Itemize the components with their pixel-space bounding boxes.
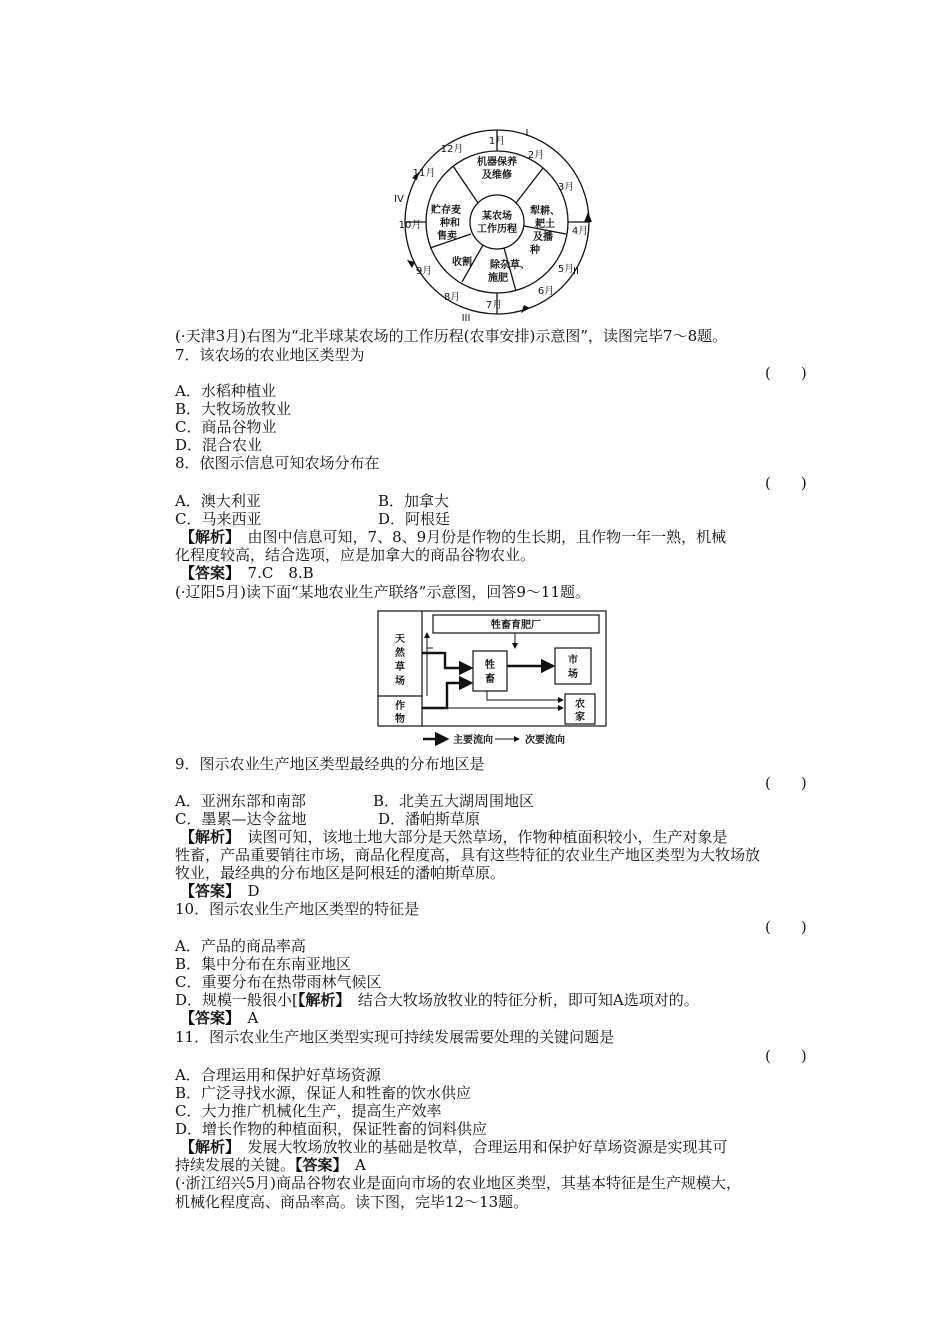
answer-9 — [180, 882, 260, 901]
option-8b: B．加拿大 — [378, 492, 450, 510]
pasture-label: 草 — [395, 662, 405, 673]
farm-calendar-diagram — [390, 122, 605, 322]
answer-blank: ( ) — [765, 364, 807, 382]
answer-blank: ( ) — [765, 1047, 807, 1065]
analysis-11-cont — [175, 1156, 366, 1175]
sector-spring-label: 及播 — [533, 232, 553, 243]
option-11c: C．大力推广机械化生产，提高生产效率 — [175, 1102, 442, 1120]
question-9: 9．图示农业生产地区类型最经典的分布地区是 — [175, 755, 485, 773]
market-label: 市 — [568, 655, 578, 666]
answer-text: D — [247, 882, 260, 900]
month-label: 9月 — [415, 266, 433, 277]
sector-harvest-label: 收割 — [452, 257, 472, 268]
analysis-9-cont: 牲畜，产品重要销往市场，商品化程度高，具有这些特征的农业生产地区类型为大牧场放 — [175, 846, 761, 864]
month-label: 5月 — [557, 264, 575, 275]
answer-label: 【答案】 — [180, 564, 233, 582]
main-flow-arrow — [422, 653, 471, 668]
month-label: 7月 — [485, 300, 503, 311]
answer-blank: ( ) — [765, 774, 807, 792]
pasture-label: 天 — [395, 634, 405, 645]
answer-label: 【答案】 — [295, 1156, 341, 1174]
divider-2 — [516, 168, 543, 203]
question-8: 8．依图示信息可知农场分布在 — [175, 454, 380, 472]
analysis-7-8-cont: 化程度较高，结合选项，应是加拿大的商品谷物农业。 — [175, 546, 536, 564]
analysis-label: 【解析】 — [180, 1138, 233, 1156]
season-label: I — [525, 128, 529, 139]
month-label: 4月 — [571, 226, 589, 237]
season-label: IV — [394, 194, 404, 205]
sector-spring-label: 耙土 — [535, 219, 555, 230]
option-11b: B．广泛寻找水源，保证人和牲畜的饮水供应 — [175, 1084, 472, 1102]
analysis-label: 【解析】 — [180, 528, 233, 546]
livestock-box — [473, 651, 507, 691]
option-9b: B．北美五大湖周围地区 — [373, 792, 535, 810]
pasture-label: 场 — [395, 676, 405, 687]
crops-label: 作 — [395, 701, 405, 712]
farm-linkage-diagram — [375, 608, 610, 748]
sector-summer-label: 施肥 — [488, 273, 508, 284]
answer-text: A — [355, 1156, 366, 1174]
option-10d-text: D．规模一般很小[ — [175, 991, 298, 1009]
question-11: 11．图示农业生产地区类型实现可持续发展需要处理的关键问题是 — [175, 1028, 615, 1046]
farmhouse-label: 家 — [575, 712, 585, 723]
option-9a: A．亚洲东部和南部 — [175, 792, 306, 810]
fertilizer-label: 牲畜育肥厂 — [491, 620, 541, 631]
option-10c: C．重要分布在热带雨林气候区 — [175, 973, 382, 991]
crops-label: 物 — [395, 714, 405, 725]
question-10: 10．图示农业生产地区类型的特征是 — [175, 900, 420, 918]
sector-spring-label: 犁耕、 — [530, 206, 560, 217]
answer-blank: ( ) — [765, 474, 807, 492]
minor-flow-arrow — [487, 691, 563, 700]
sector-winter-label: 机器保养 — [477, 157, 517, 168]
option-9d: D．潘帕斯草原 — [378, 810, 481, 828]
analysis-7-8 — [180, 528, 726, 547]
option-10d — [175, 991, 699, 1010]
season-label: III — [461, 313, 471, 322]
analysis-text: 持续发展的关键。 — [175, 1156, 296, 1174]
answer-text: A — [247, 1009, 259, 1027]
sector-autumn-label: 售卖 — [437, 231, 457, 242]
month-label: 12月 — [440, 144, 464, 155]
sector-autumn-label: 贮存麦 — [431, 205, 461, 216]
option-10a: A．产品的商品率高 — [175, 937, 306, 955]
intro-q9-11: (·辽阳5月)读下面“某地农业生产联络”示意图，回答9～11题。 — [175, 583, 590, 601]
intro-q12-13-cont: 机械化程度高、商品率高。读下图，完毕12～13题。 — [175, 1193, 529, 1211]
option-9c: C．墨累—达令盆地 — [175, 810, 307, 828]
intro-q7-8: (·天津3月)右图为“北半球某农场的工作历程(农事安排)示意图”，读图完毕7～8题。 — [175, 327, 728, 345]
answer-text: 7.C 8.B — [247, 564, 314, 582]
livestock-label: 畜 — [485, 674, 495, 685]
legend-minor-label: 次要流向 — [525, 735, 565, 746]
option-11d: D．增长作物的种植面积，保证牲畜的饲料供应 — [175, 1120, 488, 1138]
option-7d: D．混合农业 — [175, 436, 263, 454]
analysis-text: 结合大牧场放牧业的特征分析，即可知A选项对的。 — [357, 991, 699, 1009]
answer-label: 【答案】 — [180, 1009, 233, 1027]
analysis-11 — [180, 1138, 728, 1157]
month-label: 1月 — [488, 136, 506, 147]
month-label: 2月 — [527, 150, 545, 161]
analysis-text: 发展大牧场放牧业的基础是牧草，合理运用和保护好草场资源是实现其可 — [247, 1138, 728, 1156]
answer-label: 【答案】 — [180, 882, 233, 900]
sector-autumn-label: 种和 — [440, 218, 460, 229]
season-label: II — [573, 266, 579, 277]
arrow-icon — [584, 212, 592, 222]
option-8d: D．阿根廷 — [378, 510, 451, 528]
option-11a: A．合理运用和保护好草场资源 — [175, 1066, 381, 1084]
legend-main-label: 主要流向 — [453, 735, 493, 746]
option-7a: A．水稻种植业 — [175, 382, 276, 400]
option-7b: B．大牧场放牧业 — [175, 400, 292, 418]
option-10b: B．集中分布在东南亚地区 — [175, 955, 352, 973]
livestock-label: 牲 — [485, 660, 495, 671]
farmhouse-label: 农 — [575, 699, 585, 710]
center-label: 某农场 — [482, 211, 512, 222]
sector-winter-label: 及维修 — [482, 170, 512, 181]
analysis-9 — [180, 828, 728, 847]
sector-summer-label: 除杂草、 — [490, 260, 530, 271]
main-flow-arrow — [422, 683, 471, 708]
month-label: 10月 — [398, 220, 422, 231]
option-8c: C．马来西亚 — [175, 510, 262, 528]
month-label: 8月 — [443, 292, 461, 303]
center-label: 工作历程 — [477, 224, 517, 235]
intro-q12-13: (·浙江绍兴5月)商品谷物农业是面向市场的农业地区类型，其基本特征是生产规模大， — [175, 1174, 742, 1192]
answer-7-8 — [180, 564, 314, 583]
pasture-label: 然 — [395, 648, 405, 659]
month-label: 11月 — [412, 168, 436, 179]
answer-blank: ( ) — [765, 918, 807, 936]
analysis-9-cont: 牧业，最经典的分布地区是阿根廷的潘帕斯草原。 — [175, 864, 506, 882]
analysis-label: 【解析】 — [180, 828, 233, 846]
divider-1 — [453, 166, 478, 203]
center-circle — [470, 195, 524, 249]
month-label: 3月 — [557, 182, 575, 193]
option-8a: A．澳大利亚 — [175, 492, 261, 510]
analysis-text: 由图中信息可知，7、8、9月份是作物的生长期，且作物一年一熟，机械 — [247, 528, 727, 546]
answer-10 — [180, 1009, 258, 1028]
option-7c: C．商品谷物业 — [175, 418, 277, 436]
analysis-label: 【解析】 — [297, 991, 343, 1009]
month-label: 6月 — [537, 286, 555, 297]
question-7: 7．该农场的农业地区类型为 — [175, 346, 365, 364]
market-label: 场 — [568, 669, 578, 680]
sector-spring-label: 种 — [530, 245, 540, 256]
analysis-text: 读图可知，该地土地大部分是天然草场，作物种植面积较小，生产对象是 — [247, 828, 728, 846]
